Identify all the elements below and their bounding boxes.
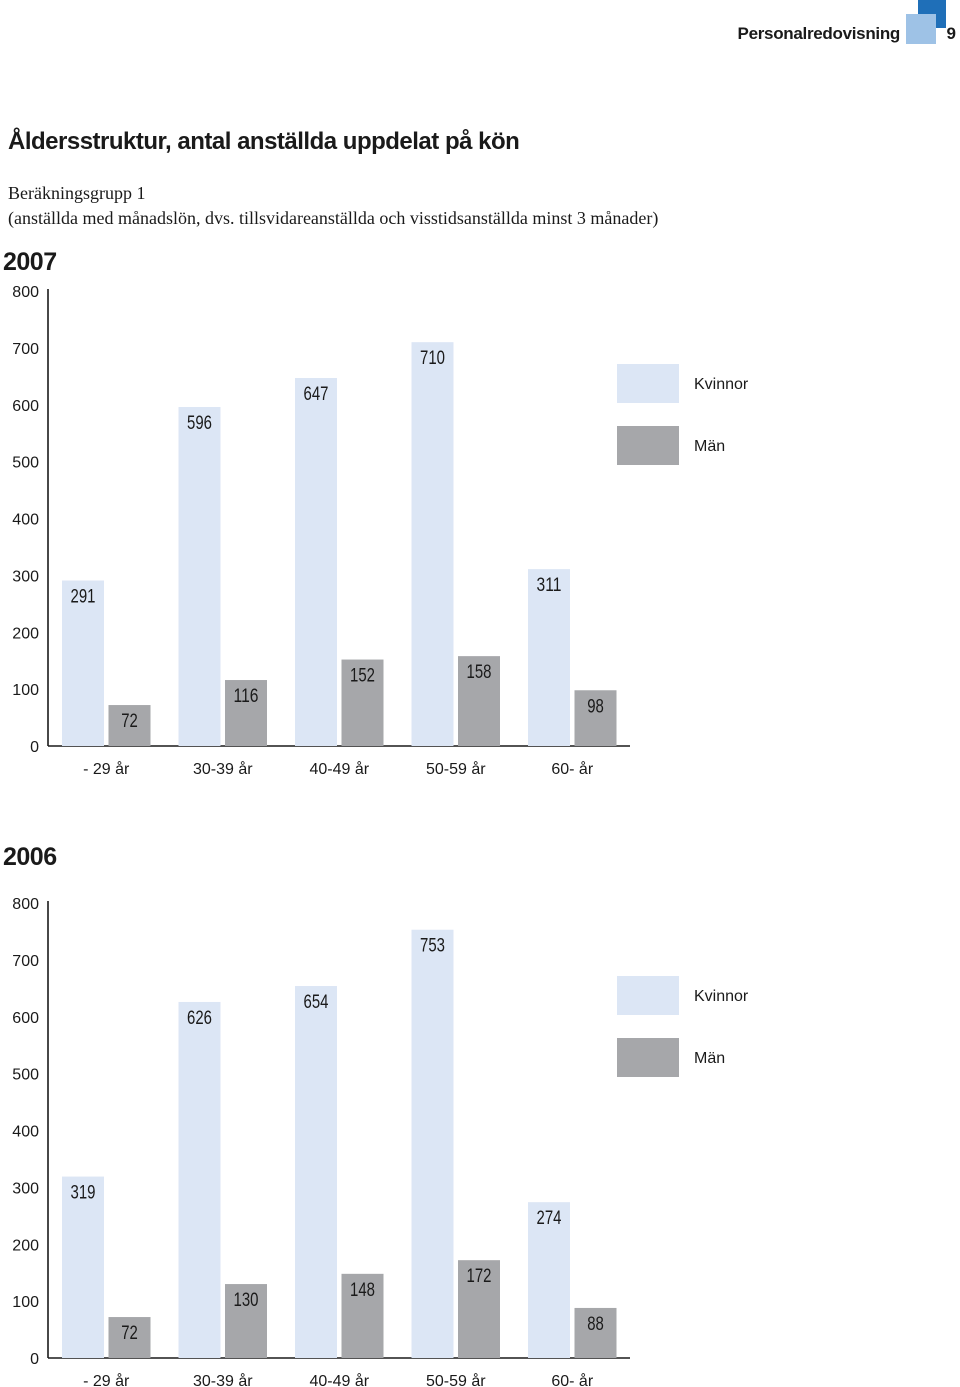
bar-value-label: 152 [350,665,375,687]
bar-value-label: 626 [187,1007,212,1029]
bar-value-label: 116 [233,686,259,708]
page-number: 9 [946,24,956,43]
x-category-label: 40-49 år [309,1373,370,1387]
bar-value-label: 291 [70,586,96,608]
legend-label-man: Män [694,1050,726,1067]
y-tick-label: 500 [12,454,39,472]
chart-title-2007: 2007 [3,248,57,276]
y-tick-label: 200 [12,1237,39,1255]
x-category-label: 40-49 år [309,761,370,778]
x-category-label: 60- år [551,1373,594,1387]
bar-kvinnor [179,1002,221,1358]
bar-value-label: 98 [587,696,604,718]
y-tick-label: 300 [12,1180,39,1198]
bar-value-label: 710 [420,348,445,370]
y-tick-label: 800 [12,284,39,301]
y-tick-label: 700 [12,952,39,970]
bar-value-label: 172 [466,1266,492,1288]
bar-value-label: 319 [70,1182,96,1204]
x-category-label: - 29 år [83,1373,130,1387]
legend-swatch-kvinnor [617,976,679,1015]
y-tick-label: 0 [30,1351,39,1368]
subtitle-line-2: (anställda med månadslön, dvs. tillsvidareanställda och visstidsanställda minst 3 månader) [8,208,659,228]
legend-label-kvinnor: Kvinnor [694,988,749,1005]
bar-kvinnor [295,986,337,1358]
y-tick-label: 400 [12,1123,39,1141]
bar-value-label: 647 [303,384,329,406]
bar-value-label: 158 [466,662,492,684]
bar-value-label: 130 [233,1290,259,1312]
bar-value-label: 72 [121,1323,138,1345]
bar-kvinnor [62,1177,104,1358]
x-category-label: 60- år [551,761,594,778]
x-category-label: 50-59 år [425,761,486,778]
x-category-label: 30-39 år [192,761,253,778]
bar-value-label: 596 [187,413,212,435]
bar-kvinnor [412,930,454,1358]
legend-swatch-man [617,1038,679,1077]
y-tick-label: 600 [12,1009,39,1027]
y-tick-label: 200 [12,625,39,643]
bar-value-label: 654 [303,992,329,1014]
y-tick-label: 300 [12,568,39,586]
bar-value-label: 88 [587,1313,604,1335]
y-tick-label: 500 [12,1066,39,1084]
y-tick-label: 800 [12,896,39,913]
y-tick-label: 700 [12,340,39,358]
subtitle-line-1: Beräkningsgrupp 1 [8,183,146,203]
y-tick-label: 0 [30,739,39,756]
bar-value-label: 753 [420,935,445,957]
legend-label-man: Män [694,438,726,455]
y-tick-label: 400 [12,511,39,529]
bar-value-label: 274 [536,1208,562,1230]
bar-value-label: 148 [350,1279,375,1301]
x-category-label: - 29 år [83,761,130,778]
bar-value-label: 72 [121,711,138,733]
y-tick-label: 100 [12,1294,39,1312]
bar-value-label: 311 [536,575,562,597]
chart-title-2006: 2006 [3,843,57,871]
x-category-label: 50-59 år [425,1373,486,1387]
legend-label-kvinnor: Kvinnor [694,376,749,393]
y-tick-label: 100 [12,682,39,700]
header-title: Personalredovisning [737,24,900,43]
x-category-label: 30-39 år [192,1373,253,1387]
page-title: Åldersstruktur, antal anställda uppdelat på kön [8,128,520,155]
y-tick-label: 600 [12,397,39,415]
